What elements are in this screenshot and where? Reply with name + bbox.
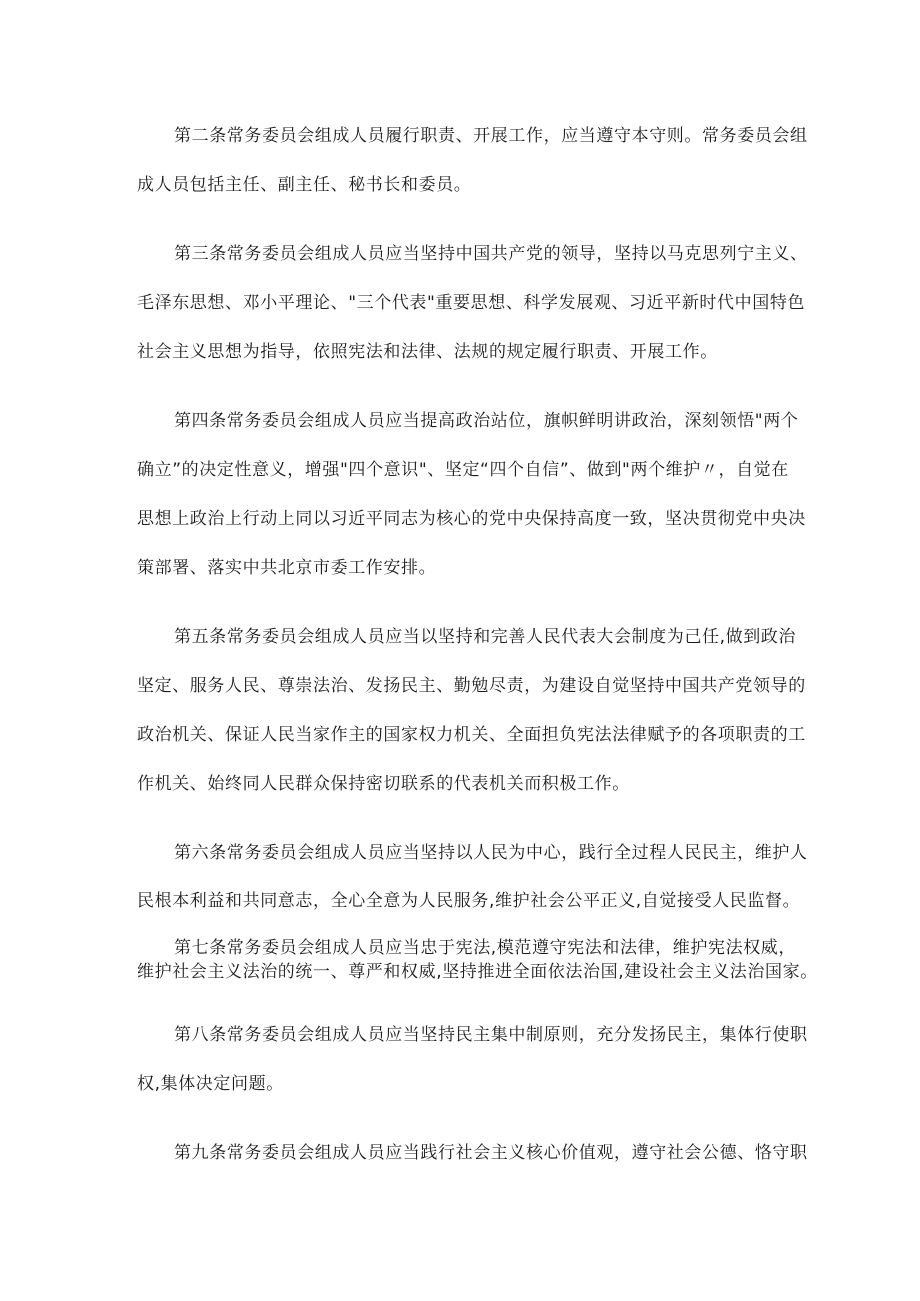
article-3-line-1: 第三条常务委员会组成人员应当坚持中国共产党的领导，坚持以马克思列宁主义、 [174, 244, 808, 264]
article-6-line-1: 第六条常务委员会组成人员应当坚持以人民为中心，践行全过程人民民主，维护人 [174, 843, 808, 863]
article-2-line-2: 成人员包括主任、副主任、秘书长和委员。 [137, 175, 472, 195]
article-8-line-2: 权,集体决定问题。 [137, 1074, 284, 1094]
article-5-line-4: 作机关、始终同人民群众保持密切联系的代表机关而积极工作。 [137, 774, 630, 794]
article-7-line-1: 第七条常务委员会组成人员应当忠于宪法,模范遵守宪法和法律，维护宪法权威， [174, 938, 797, 958]
article-3-line-3: 社会主义思想为指导，依照宪法和法律、法规的规定履行职责、开展工作。 [137, 342, 718, 362]
article-4-line-4: 策部署、落实中共北京市委工作安排。 [137, 558, 437, 578]
article-9-line-1: 第九条常务委员会组成人员应当践行社会主义核心价值观，遵守社会公德、恪守职 [174, 1143, 808, 1163]
article-4-line-3: 思想上政治上行动上同以习近平同志为核心的党中央保持高度一致，坚决贯彻党中央决 [137, 509, 806, 529]
article-8-line-1: 第八条常务委员会组成人员应当坚持民主集中制原则，充分发扬民主，集体行使职 [174, 1025, 808, 1045]
article-2-line-1: 第二条常务委员会组成人员履行职责、开展工作，应当遵守本守则。常务委员会组 [174, 126, 808, 146]
article-7-line-2: 维护社会主义法治的统一、尊严和权威,坚持推进全面依法治国,建设社会主义法治国家。 [137, 962, 818, 982]
article-5-line-1: 第五条常务委员会组成人员应当以坚持和完善人民代表大会制度为己任,做到政治 [174, 627, 797, 647]
article-3-line-2: 毛泽东思想、邓小平理论、"三个代表"重要思想、科学发展观、习近平新时代中国特色 [137, 293, 806, 313]
article-5-line-3: 政治机关、保证人民当家作主的国家权力机关、全面担负宪法法律赋予的各项职责的工 [137, 725, 806, 745]
article-4-line-1: 第四条常务委员会组成人员应当提高政治站位，旗帜鲜明讲政治，深刻领悟"两个 [174, 411, 799, 431]
article-5-line-2: 坚定、服务人民、尊崇法治、发扬民主、勤勉尽责，为建设自觉坚持中国共产党领导的 [137, 676, 806, 696]
article-4-line-2: 确立”的决定性意义，增强"四个意识"、坚定“四个自信”、做到"两个维护〃，自觉在 [137, 460, 789, 480]
article-6-line-2: 民根本利益和共同意志，全心全意为人民服务,维护社会公平正义,自觉接受人民监督。 [137, 891, 801, 911]
